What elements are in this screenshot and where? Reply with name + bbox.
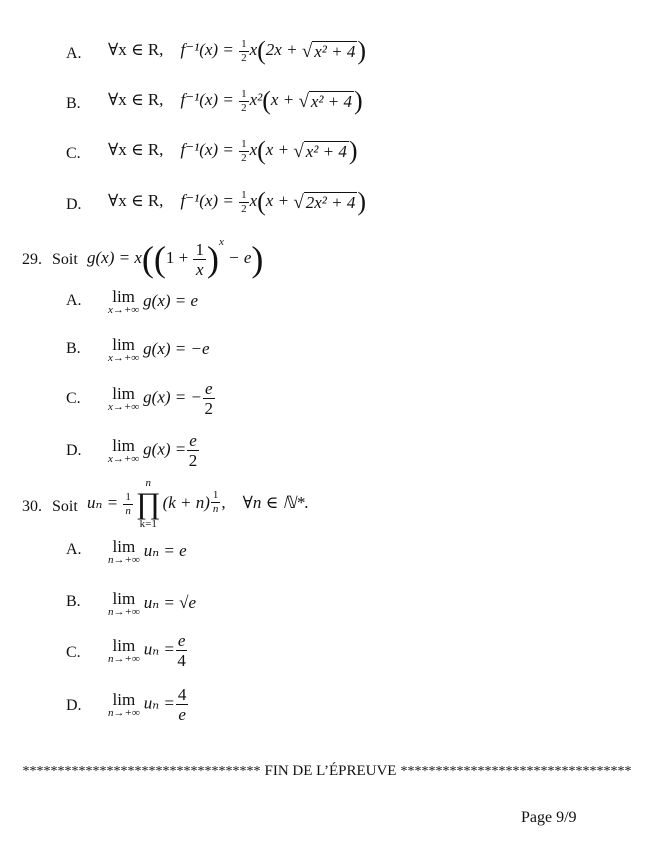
q28-option-c-expression: ∀x ∈ R, f⁻¹(x) = $\frac{1}{2}$ x(x + √ x² + 4 ) — [108, 136, 358, 165]
q28-option-a-expression: ∀x ∈ R, f⁻¹(x) = $\frac{1}{2}$ x(2x + √ x² + 4 ) — [108, 36, 367, 65]
q28-option-c-label: C. — [66, 145, 81, 162]
q29-option-a-label: A. — [66, 292, 82, 309]
q30-option-d-expression: lim n→+∞ uₙ = $\frac{4}{e}$ — [108, 685, 187, 724]
q29-option-c-label: C. — [66, 390, 81, 407]
q30-stem-formula: uₙ = $\frac{1}{n}$ n ∏ k=1 (k + n) $\frac{1}{n}$ , ∀n ∈ ℕ*. — [87, 477, 309, 530]
page-number: Page 9/9 — [521, 809, 577, 826]
q29-option-a-expression: lim x→+∞ g(x) = e — [108, 287, 199, 316]
q29-option-c-expression: lim x→+∞ g(x) = − $\frac{e}{2}$ — [108, 379, 213, 418]
q29-number: 29. — [22, 251, 42, 268]
q29-option-d-expression: lim x→+∞ g(x) = $\frac{e}{2}$ — [108, 431, 198, 470]
q29-option-b-label: B. — [66, 340, 81, 357]
q28-option-a-label: A. — [66, 45, 82, 62]
q30-option-a-expression: lim n→+∞ uₙ = e — [108, 537, 187, 566]
q30-stem-text: Soit — [52, 498, 78, 515]
q30-option-c-expression: lim n→+∞ uₙ = $\frac{e}{4}$ — [108, 631, 186, 670]
q28-option-d-expression: ∀x ∈ R, f⁻¹(x) = $\frac{1}{2}$ x(x + √ 2x² + 4 ) — [108, 187, 367, 216]
q30-option-c-label: C. — [66, 644, 81, 661]
q29-option-b-expression: lim x→+∞ g(x) = −e — [108, 335, 210, 364]
q30-option-d-label: D. — [66, 697, 82, 714]
q30-option-a-label: A. — [66, 541, 82, 558]
q29-stem-text: Soit — [52, 251, 78, 268]
q30-option-b-label: B. — [66, 593, 81, 610]
stars-right: ********************************* — [400, 764, 632, 779]
q29-stem-formula: g(x) = x((1 + $\frac{1}{x}$ )$^x$ − e) — [87, 236, 264, 280]
stars-left: ********************************** — [22, 764, 261, 779]
end-text: FIN DE L’ÉPREUVE — [264, 763, 397, 779]
q30-number: 30. — [22, 498, 42, 515]
q28-option-d-label: D. — [66, 196, 82, 213]
q28-option-b-label: B. — [66, 95, 81, 112]
end-of-exam-banner — [4, 762, 650, 780]
q29-option-d-label: D. — [66, 442, 82, 459]
q28-option-b-expression: ∀x ∈ R, f⁻¹(x) = $\frac{1}{2}$ x²(x + √ x² + 4 ) — [108, 86, 363, 115]
q30-option-b-expression: lim n→+∞ uₙ = √e — [108, 589, 197, 618]
